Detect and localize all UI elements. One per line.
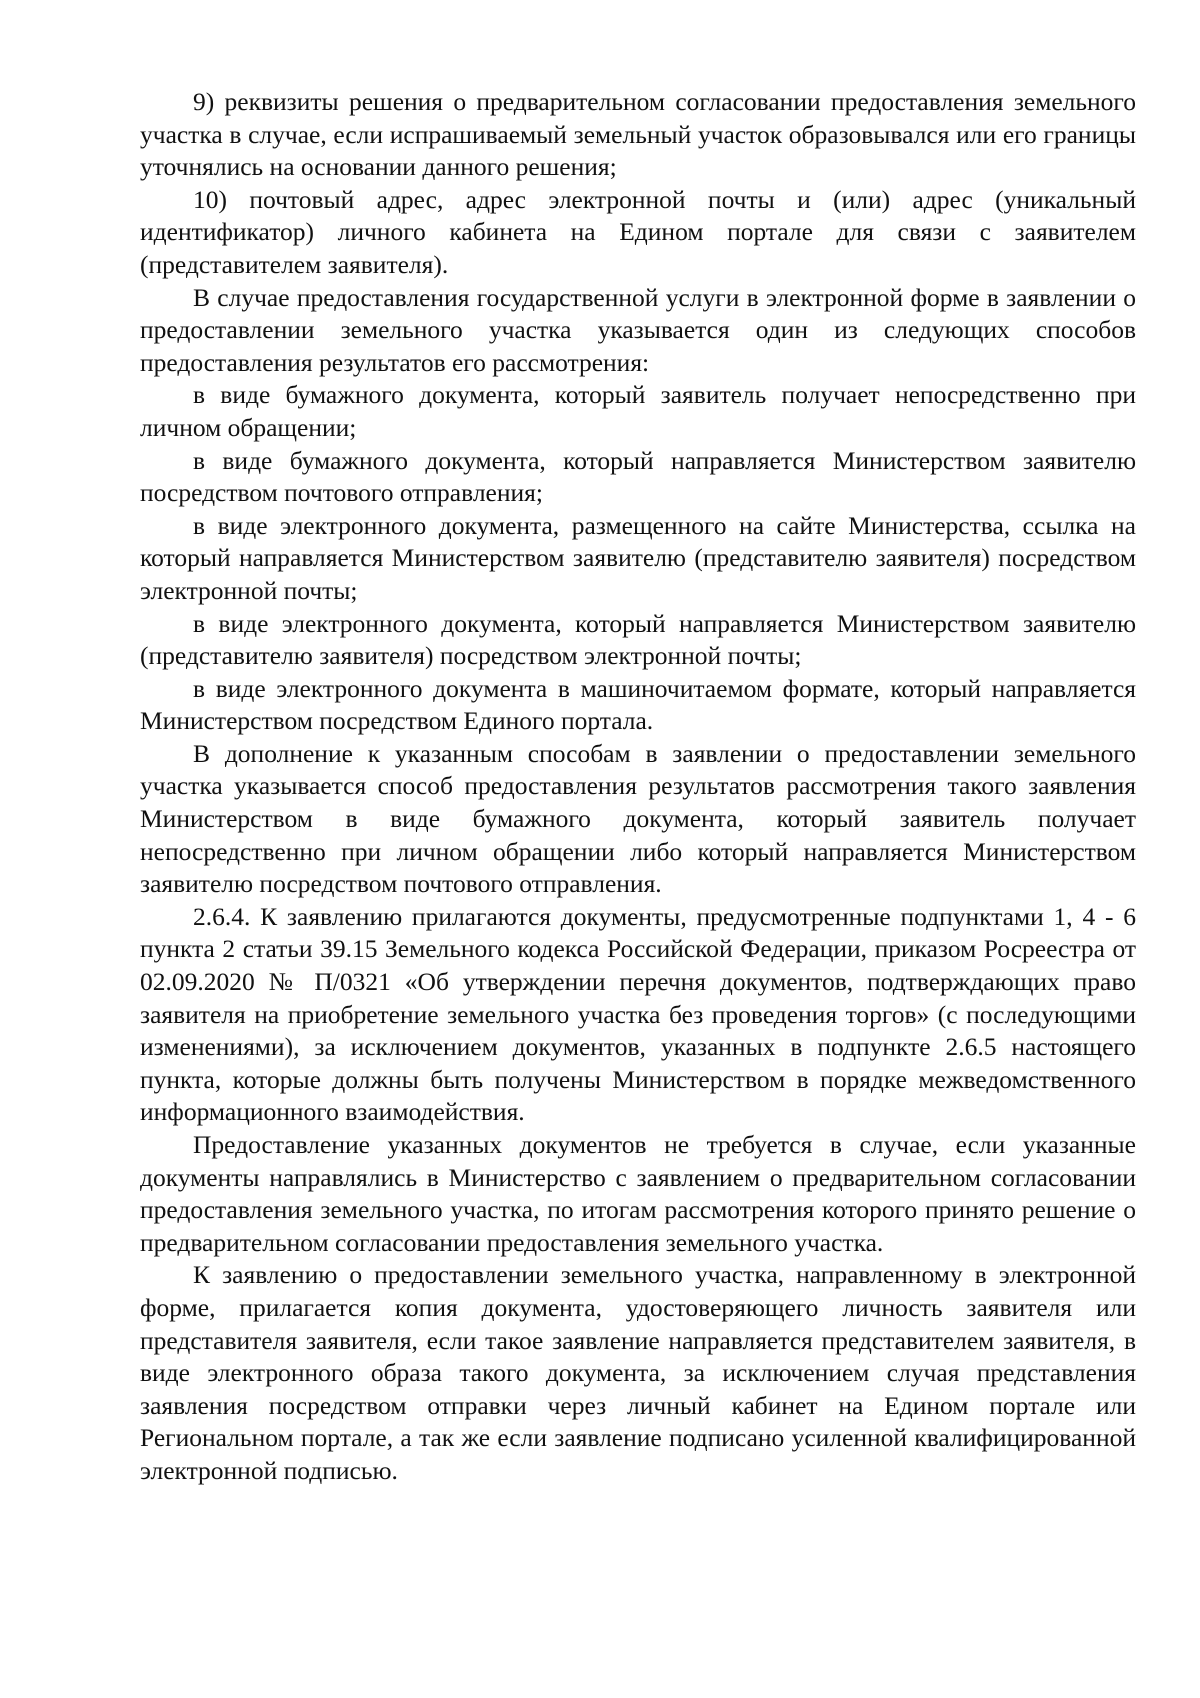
paragraph-item-9-requisites: 9) реквизиты решения о предварительном согласовании предоставления земельного участка в случае, если испрашиваемый земельный участок образовывался или его границы уточнялись на основании данного решения;	[140, 87, 1136, 182]
paragraph-electronic-form-methods: В случае предоставления государственной услуги в электронной форме в заявлении о предоставлении земельного участка указывается один из следующих способов предоставления результатов его рассмотрения:	[140, 282, 1136, 377]
paragraph-method-electronic-email: в виде электронного документа, который направляется Министерством заявителю (представителю заявителя) посредством электронной почты;	[140, 608, 1136, 671]
document-page	[140, 86, 1136, 1488]
paragraph-additional-paper-method: В дополнение к указанным способам в заявлении о предоставлении земельного участка указывается способ предоставления результатов рассмотрения такого заявления Министерством в виде бумажного документа, который заявитель получает непосредственно при личном обращении либо который направляется Министерством заявителю посредством почтового отправления.	[140, 738, 1136, 899]
paragraph-documents-not-required: Предоставление указанных документов не требуется в случае, если указанные документы направлялись в Министерство с заявлением о предварительном согласовании предоставления земельного участка, по итогам рассмотрения которого принято решение о предварительном согласовании предоставления земельного участка.	[140, 1130, 1136, 1257]
paragraph-item-10-contacts: 10) почтовый адрес, адрес электронной почты и (или) адрес (уникальный идентификатор) личного кабинета на Едином портале для связи с заявителем (представителем заявителя).	[140, 184, 1136, 279]
paragraph-method-paper-personal: в виде бумажного документа, который заявитель получает непосредственно при личном обращении;	[140, 380, 1136, 442]
paragraph-identity-document-copy: К заявлению о предоставлении земельного участка, направленному в электронной форме, прилагается копия документа, удостоверяющего личность заявителя или представителя заявителя, если такое заявление направляется представителем заявителя, в виде электронного образа такого документа, за исключением случая представления заявления посредством отправки через личный кабинет на Едином портале или Региональном портале, а так же если заявление подписано усиленной квалифицированной электронной подписью.	[140, 1260, 1136, 1485]
paragraph-method-machine-readable: в виде электронного документа в машиночитаемом формате, который направляется Министерством посредством Единого портала.	[140, 673, 1136, 736]
paragraph-method-electronic-site-link: в виде электронного документа, размещенного на сайте Министерства, ссылка на который направляется Министерством заявителю (представителю заявителя) посредством электронной почты;	[140, 510, 1136, 605]
paragraph-2-6-4-attached-documents: 2.6.4. К заявлению прилагаются документы, предусмотренные подпунктами 1, 4 - 6 пункта 2 статьи 39.15 Земельного кодекса Российской Федерации, приказом Росреестра от 02.09.2020 № П/0321 «Об утверждении перечня документов, подтверждающих право заявителя на приобретение земельного участка без проведения торгов» (с последующими изменениями), за исключением документов, указанных в подпункте 2.6.5 настоящего пункта, которые должны быть получены Министерством в порядке межведомственного информационного взаимодействия.	[140, 901, 1136, 1127]
paragraph-method-paper-mail: в виде бумажного документа, который направляется Министерством заявителю посредством почтового отправления;	[140, 445, 1136, 508]
